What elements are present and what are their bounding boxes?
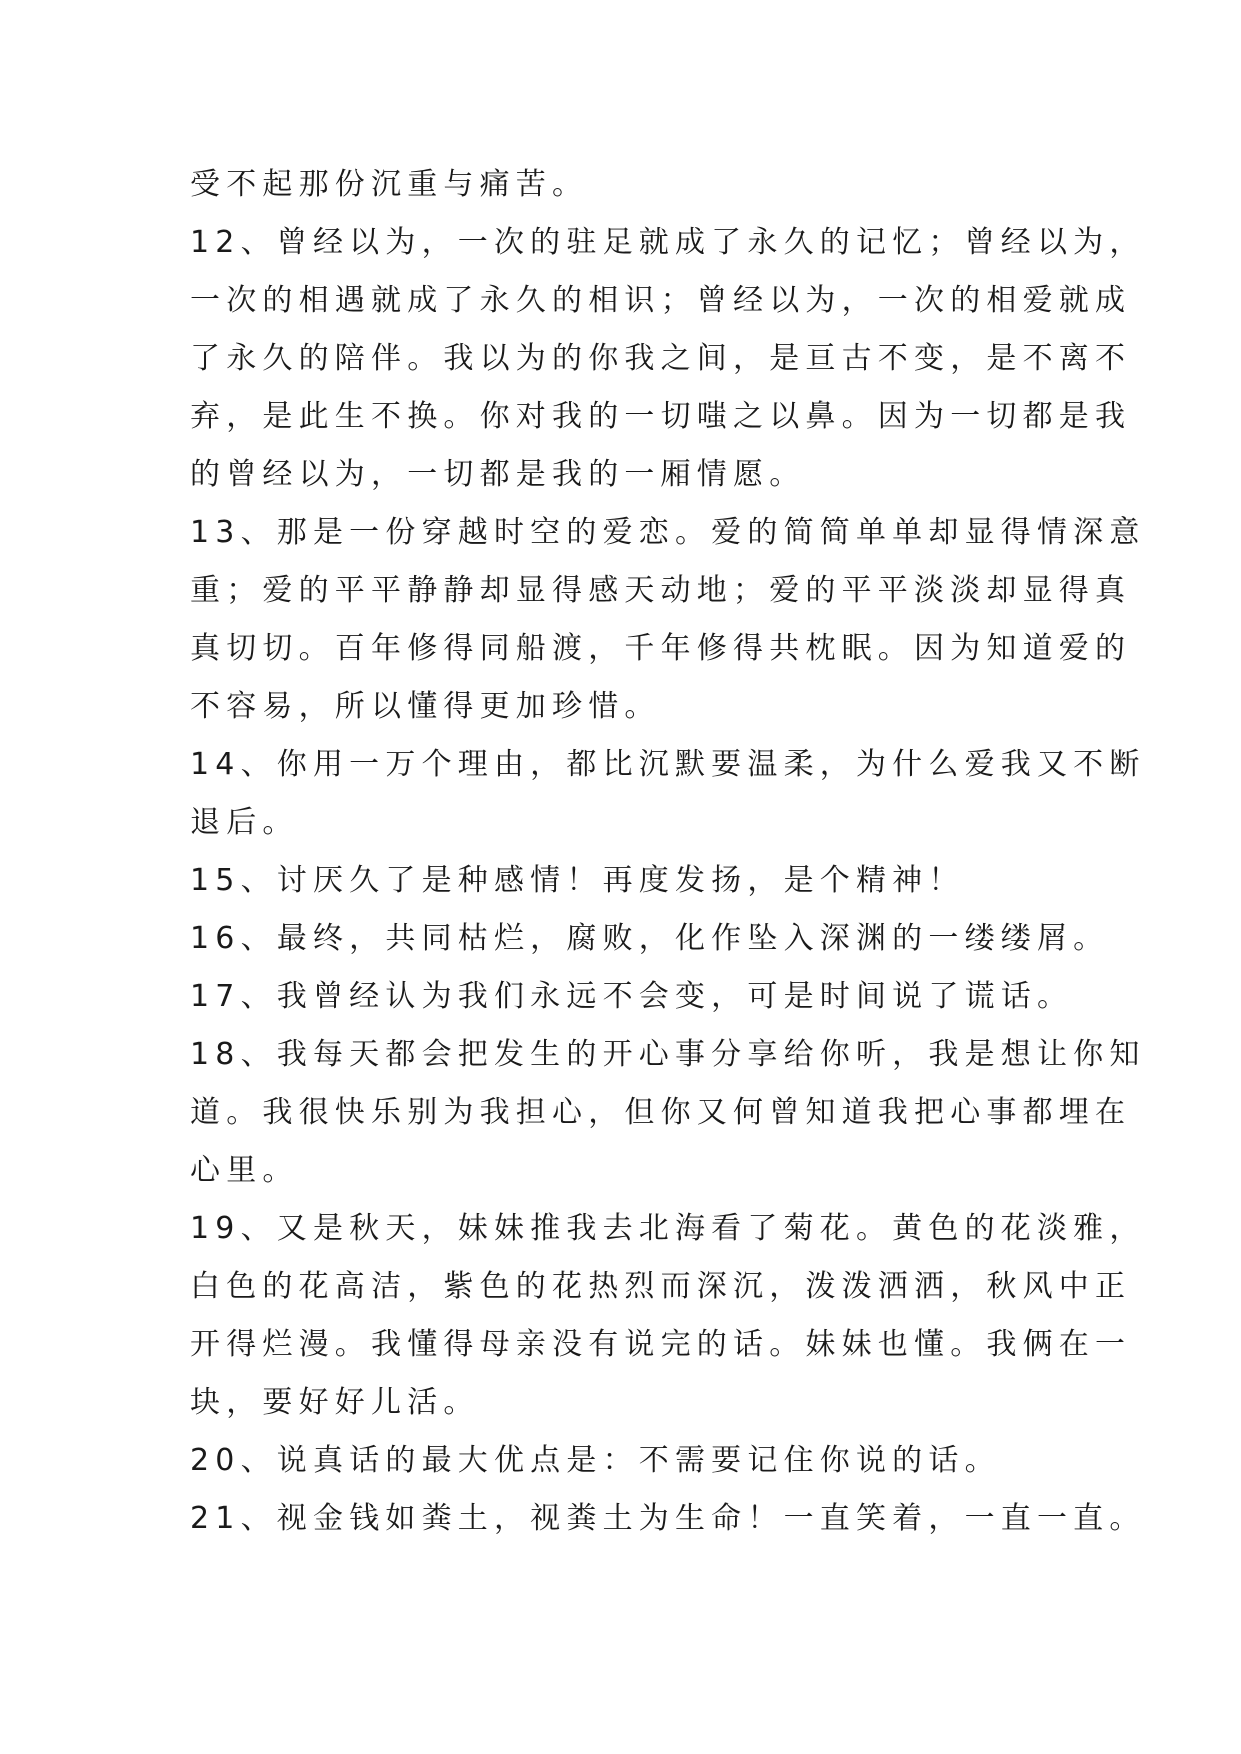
text-line: 15、讨厌久了是种感情！再度发扬，是个精神！ bbox=[190, 863, 965, 898]
text-line: 退后。 bbox=[190, 805, 299, 840]
text-line: 12、曾经以为，一次的驻足就成了永久的记忆；曾经以为， bbox=[190, 225, 1146, 260]
text-line: 21、视金钱如粪土，视粪土为生命！一直笑着，一直一直。 bbox=[190, 1501, 1146, 1536]
text-line: 16、最终，共同枯烂，腐败，化作坠入深渊的一缕缕屑。 bbox=[190, 921, 1110, 956]
text-line: 白色的花高洁，紫色的花热烈而深沉，泼泼洒洒，秋风中正 bbox=[190, 1269, 1132, 1304]
text-line: 不容易，所以懂得更加珍惜。 bbox=[190, 689, 661, 724]
text-line: 19、又是秋天，妹妹推我去北海看了菊花。黄色的花淡雅， bbox=[190, 1211, 1146, 1246]
text-line: 弃，是此生不换。你对我的一切嗤之以鼻。因为一切都是我 bbox=[190, 399, 1132, 434]
document-body bbox=[190, 156, 1146, 1548]
text-line: 13、那是一份穿越时空的爱恋。爱的简简单单却显得情深意 bbox=[190, 515, 1146, 550]
text-line: 17、我曾经认为我们永远不会变，可是时间说了谎话。 bbox=[190, 979, 1074, 1014]
text-line: 道。我很快乐别为我担心，但你又何曾知道我把心事都埋在 bbox=[190, 1095, 1132, 1130]
text-line: 一次的相遇就成了永久的相识；曾经以为，一次的相爱就成 bbox=[190, 283, 1132, 318]
text-line: 18、我每天都会把发生的开心事分享给你听，我是想让你知 bbox=[190, 1037, 1146, 1072]
text-line: 真切切。百年修得同船渡，千年修得共枕眠。因为知道爱的 bbox=[190, 631, 1132, 666]
text-line: 的曾经以为，一切都是我的一厢情愿。 bbox=[190, 457, 806, 492]
text-line: 心里。 bbox=[190, 1153, 299, 1188]
text-line: 块，要好好儿活。 bbox=[190, 1385, 480, 1420]
text-line: 重；爱的平平静静却显得感天动地；爱的平平淡淡却显得真 bbox=[190, 573, 1132, 608]
text-line: 14、你用一万个理由，都比沉默要温柔，为什么爱我又不断 bbox=[190, 747, 1146, 782]
text-line: 了永久的陪伴。我以为的你我之间，是亘古不变，是不离不 bbox=[190, 341, 1132, 376]
text-line: 受不起那份沉重与痛苦。 bbox=[190, 167, 589, 202]
text-line: 开得烂漫。我懂得母亲没有说完的话。妹妹也懂。我俩在一 bbox=[190, 1327, 1132, 1362]
text-line: 20、说真话的最大优点是：不需要记住你说的话。 bbox=[190, 1443, 1001, 1478]
